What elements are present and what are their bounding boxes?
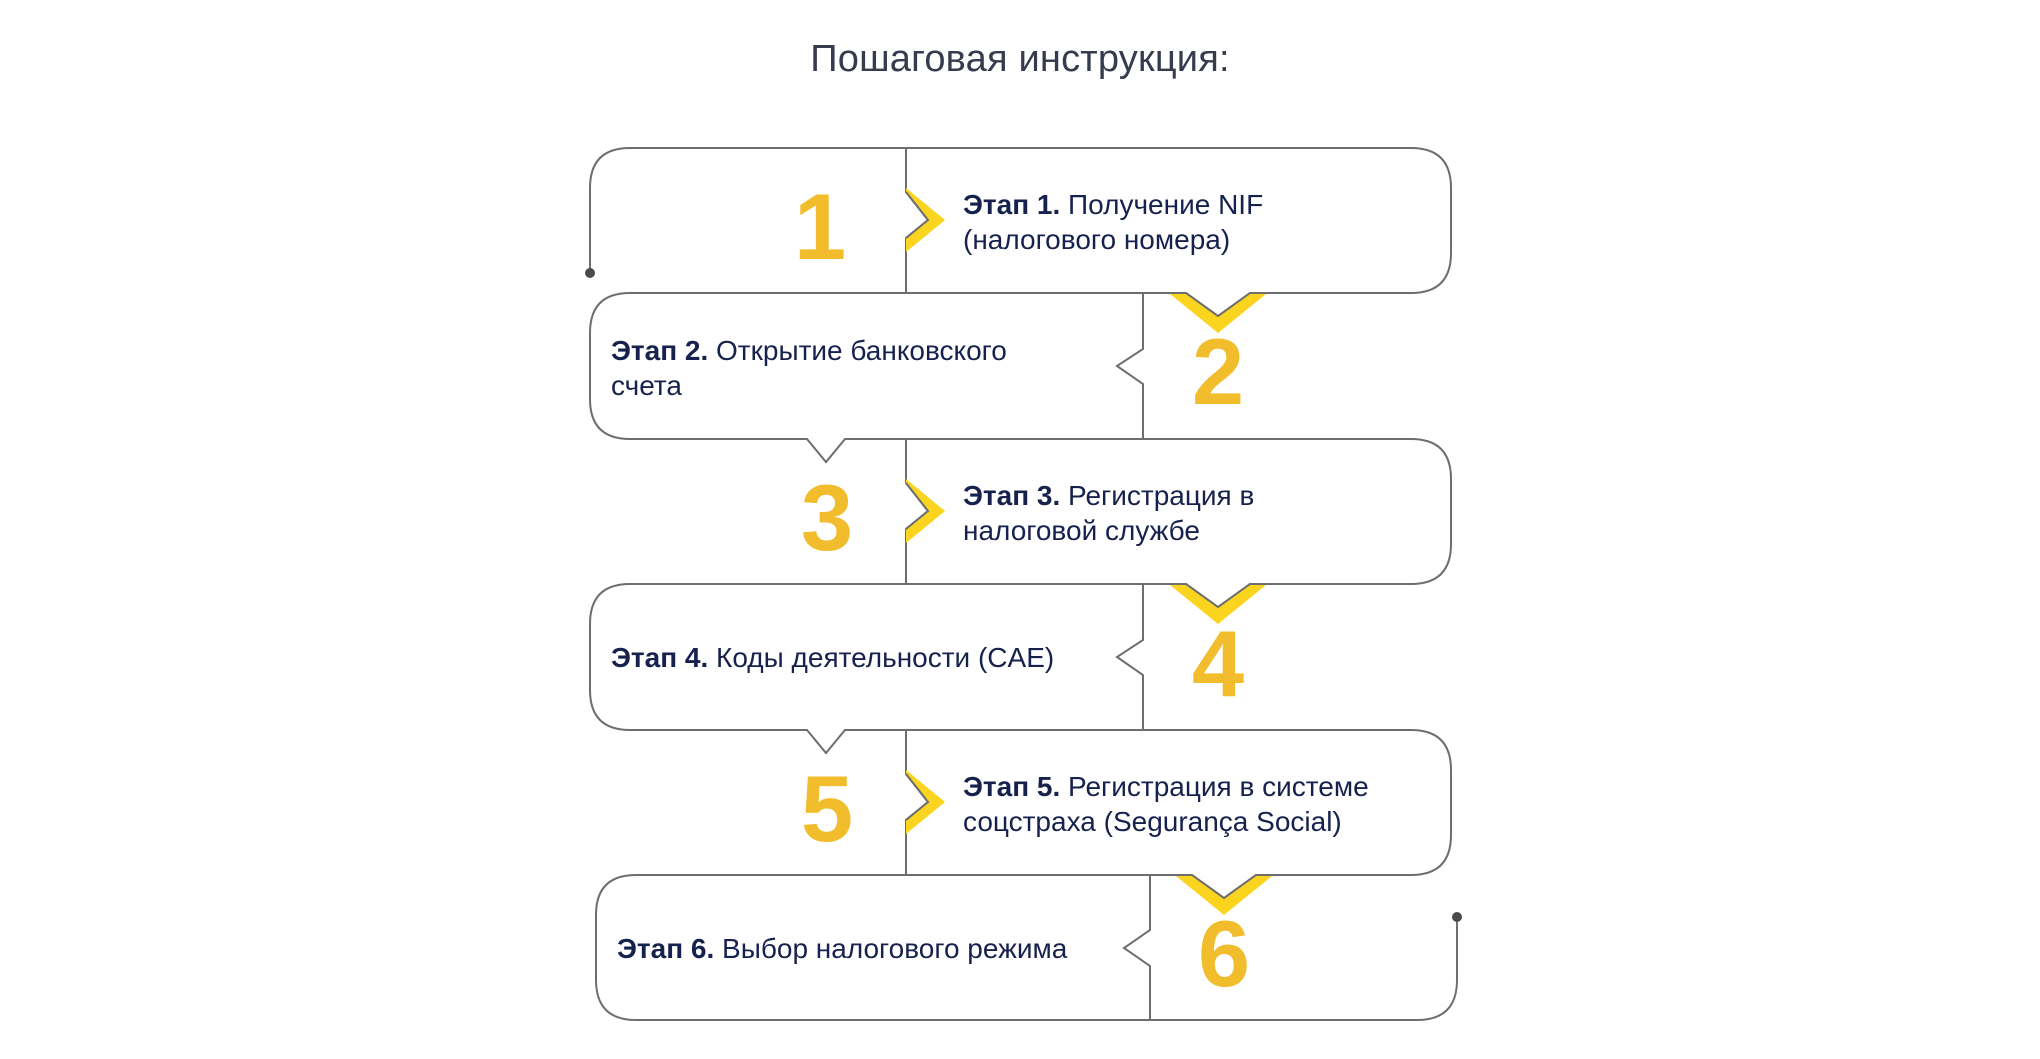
step-6-label: Этап 6. xyxy=(617,933,715,964)
step-5-title-line2: соцстраха (Segurança Social) xyxy=(963,806,1342,837)
start-dot-icon xyxy=(585,268,595,278)
step-6-text xyxy=(617,931,1067,966)
step-2-text xyxy=(611,333,1007,403)
step-number-2: 2 xyxy=(1191,319,1245,424)
step-3-title-line2: налоговой службе xyxy=(963,515,1200,546)
step-5-text xyxy=(963,769,1369,839)
step-2-title-line2: счета xyxy=(611,370,682,401)
step-number-4: 4 xyxy=(1191,611,1245,716)
end-dot-icon xyxy=(1452,912,1462,922)
step-1-title: Получение NIF xyxy=(1068,189,1264,220)
chevron-right-icons xyxy=(906,188,945,834)
step-4-text xyxy=(611,640,1054,675)
step-1-text xyxy=(963,187,1263,257)
step-2-title: Открытие банковского xyxy=(716,335,1007,366)
step-3-label: Этап 3. xyxy=(963,480,1061,511)
step-4-title: Коды деятельности (CAE) xyxy=(716,642,1055,673)
step-6-title: Выбор налогового режима xyxy=(722,933,1068,964)
step-5-label: Этап 5. xyxy=(963,771,1061,802)
step-2-label: Этап 2. xyxy=(611,335,709,366)
step-number-6: 6 xyxy=(1197,901,1251,1006)
step-number-3: 3 xyxy=(800,465,854,570)
step-5-title: Регистрация в системе xyxy=(1068,771,1369,802)
step-3-text xyxy=(963,478,1254,548)
step-number-5: 5 xyxy=(800,756,854,861)
step-number-1: 1 xyxy=(793,174,847,279)
step-4-label: Этап 4. xyxy=(611,642,709,673)
step-3-title: Регистрация в xyxy=(1068,480,1255,511)
page-title: Пошаговая инструкция: xyxy=(810,38,1230,80)
step-1-label: Этап 1. xyxy=(963,189,1061,220)
step-1-title-line2: (налогового номера) xyxy=(963,224,1231,255)
